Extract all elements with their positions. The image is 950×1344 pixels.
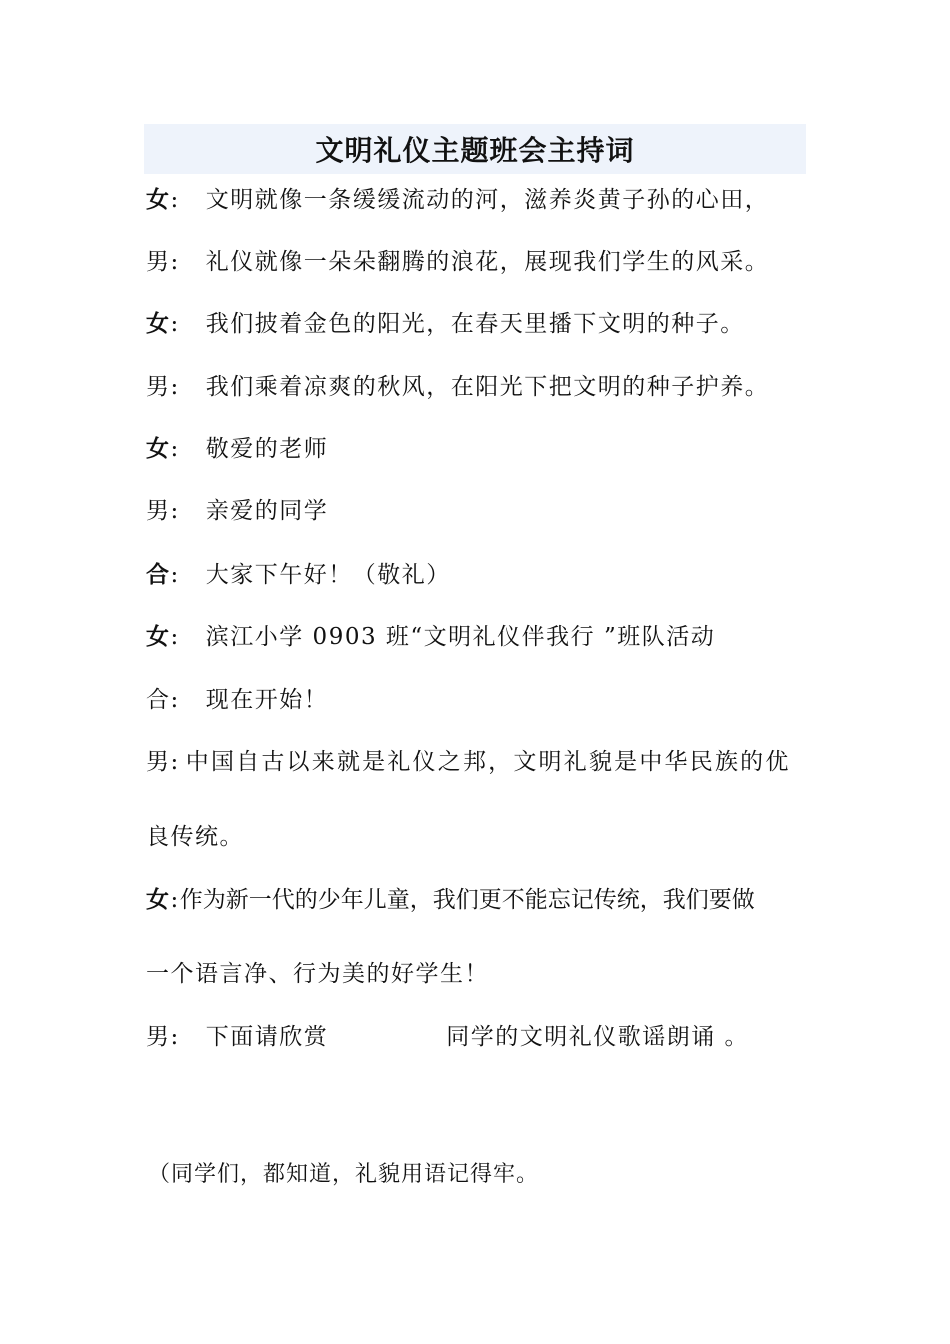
colon: : (170, 562, 180, 588)
colon: : (170, 687, 180, 713)
colon: : (170, 187, 180, 213)
dialogue-line (146, 560, 451, 590)
colon: : (170, 498, 180, 524)
line-text: 良传统。 (146, 824, 244, 850)
dialogue-line-continuation (146, 822, 244, 852)
colon: : (170, 311, 180, 337)
line-text-continued: 同学的文明礼仪歌谣朗诵 。 (446, 1024, 750, 1050)
speaker-label: 男 (146, 498, 171, 524)
colon: : (170, 249, 180, 275)
speaker-label: 男 (146, 749, 171, 775)
page-title: 文明礼仪主题班会主持词 (315, 134, 635, 167)
colon: : (170, 624, 180, 650)
line-text: 亲爱的同学 (205, 498, 329, 524)
dialogue-line (146, 185, 769, 215)
dialogue-line (146, 685, 328, 715)
colon: : (170, 887, 180, 913)
speaker-label: 女 (146, 435, 171, 462)
colon: : (170, 374, 180, 400)
dialogue-line (146, 247, 769, 277)
dialogue-line (146, 309, 745, 339)
dialogue-line (146, 885, 755, 915)
dialogue-line (148, 1160, 539, 1190)
line-text: 下面请欣赏 (205, 1024, 329, 1050)
line-text: 一个语言净、行为美的好学生！ (146, 961, 489, 987)
speaker-label: 女 (146, 186, 171, 213)
speaker-label: 男 (146, 249, 171, 275)
line-text: 大家下午好！（敬礼） (205, 562, 451, 588)
line-text: 敬爱的老师 (205, 436, 329, 462)
dialogue-line (146, 622, 715, 652)
line-text: 礼仪就像一朵朵翻腾的浪花，展现我们学生的风采。 (205, 249, 770, 275)
colon: : (170, 436, 180, 462)
dialogue-line (146, 434, 328, 464)
line-text: 文明就像一条缓缓流动的河，滋养炎黄子孙的心田， (205, 187, 770, 213)
dialogue-line (146, 1022, 749, 1052)
line-text: 作为新一代的少年儿童，我们更不能忘记传统，我们要做 (179, 887, 755, 913)
line-text: 中国自古以来就是礼仪之邦，文明礼貌是中华民族的优 (185, 749, 791, 775)
speaker-label: 女 (146, 310, 171, 337)
dialogue-line (146, 747, 791, 777)
speaker-label: 合 (146, 561, 171, 588)
speaker-label: 男 (146, 374, 171, 400)
speaker-label: 女 (146, 886, 171, 913)
colon: : (170, 1024, 180, 1050)
colon: : (170, 749, 180, 775)
dialogue-line-continuation (146, 959, 489, 989)
title-band (144, 124, 806, 174)
dialogue-line (146, 372, 769, 402)
line-text: 我们乘着凉爽的秋风，在阳光下把文明的种子护养。 (205, 374, 770, 400)
speaker-label: 女 (146, 623, 171, 650)
line-text: 滨江小学 0903 班“文明礼仪伴我行 ”班队活动 (205, 624, 716, 650)
dialogue-line (146, 496, 328, 526)
speaker-label: 男 (146, 1024, 171, 1050)
line-text: 现在开始！ (205, 687, 329, 713)
line-text: 我们披着金色的阳光，在春天里播下文明的种子。 (205, 311, 745, 337)
line-text: （同学们，都知道，礼貌用语记得牢。 (148, 1162, 540, 1187)
speaker-label: 合 (146, 687, 171, 713)
